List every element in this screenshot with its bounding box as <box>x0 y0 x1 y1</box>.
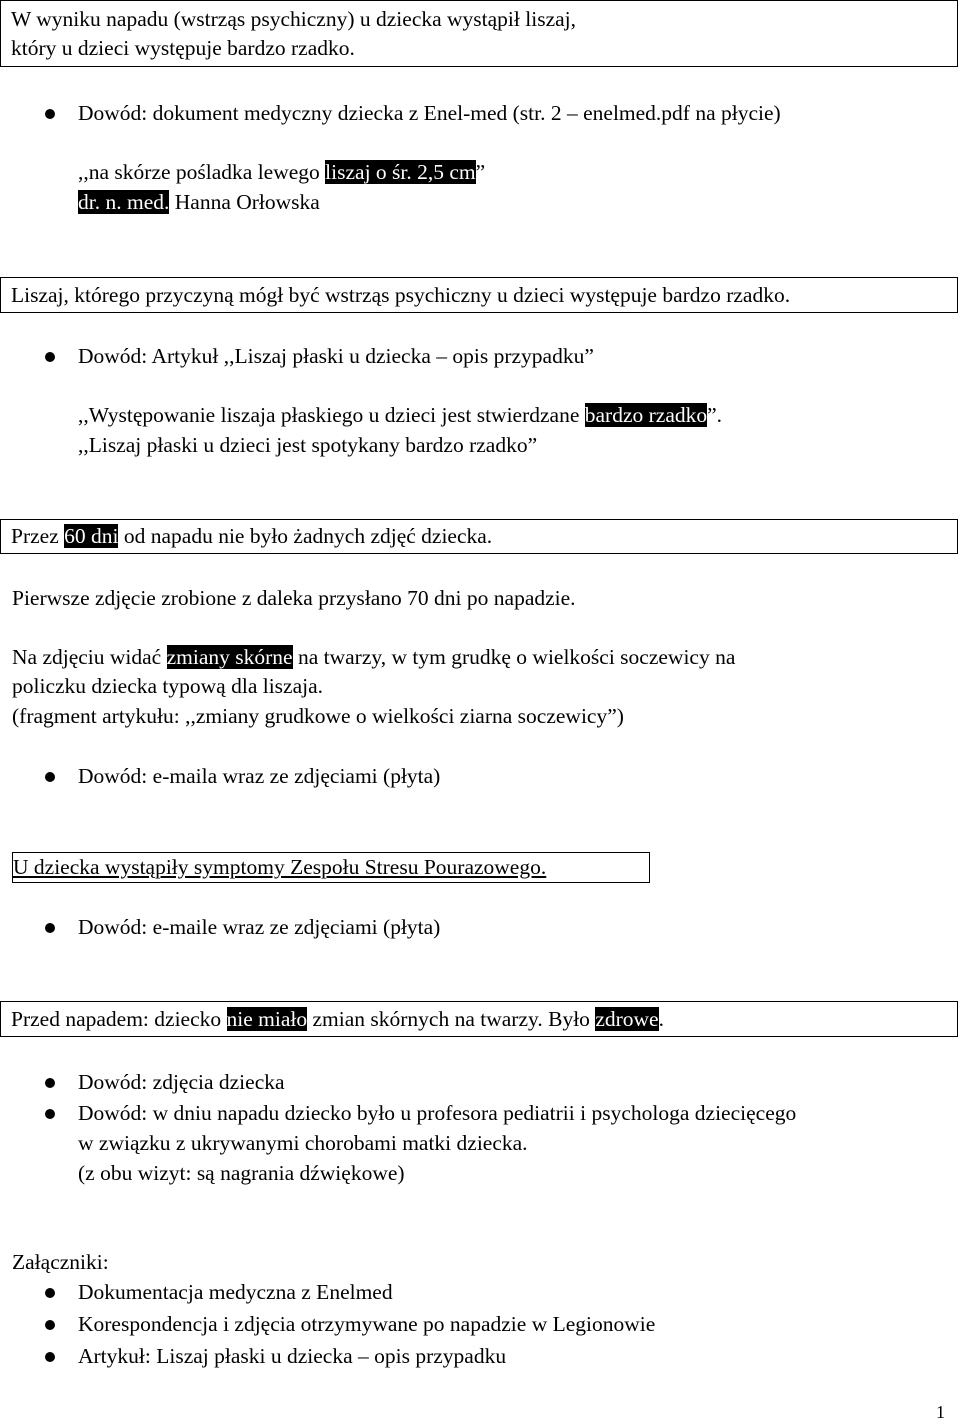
evidence-2: Dowód: Artykuł ,,Liszaj płaski u dziecka – opis przypadku” <box>78 344 594 368</box>
claim-box-3 <box>0 519 958 554</box>
doctor-name: Hanna Orłowska <box>169 190 320 214</box>
claim-box-1 <box>0 0 958 67</box>
claim-4-line: U dziecka wystąpiły symptomy Zespołu Stresu Pourazowego. <box>13 855 547 879</box>
claim-box-2 <box>0 277 958 313</box>
evidence-5b-line-1: Dowód: w dniu napadu dziecko było u profesora pediatrii i psychologa dziecięcego <box>78 1101 797 1125</box>
photo-changes-post: na twarzy, w tym grudkę o wielkości soczewicy na <box>292 645 736 669</box>
photo-changes-line-2: policzku dziecka typową dla liszaja. <box>12 674 324 698</box>
claim-5-mid: zmian skórnych na twarzy. Było <box>307 1007 596 1031</box>
claim-3-post: od napadu nie było żadnych zdjęć dziecka. <box>118 524 493 548</box>
page-number: 1 <box>936 1402 945 1422</box>
quote-2a <box>78 401 722 430</box>
bullet-icon <box>45 1320 55 1330</box>
doctor-line <box>78 188 320 217</box>
attachment-item: Dokumentacja medyczna z Enelmed <box>78 1280 393 1304</box>
bullet-icon <box>45 1352 55 1362</box>
bullet-icon <box>45 1078 55 1088</box>
photo-changes-highlight: zmiany skórne <box>166 645 293 669</box>
evidence-1: Dowód: dokument medyczny dziecka z Enel-med (str. 2 – enelmed.pdf na płycie) <box>78 101 781 125</box>
claim-box-5 <box>0 1001 958 1037</box>
quote-2b: ,,Liszaj płaski u dzieci jest spotykany bardzo rzadko” <box>78 433 538 457</box>
attachment-item: Korespondencja i zdjęcia otrzymywane po napadzie w Legionowie <box>78 1312 656 1336</box>
bullet-icon <box>45 109 55 119</box>
attachment-item: Artykuł: Liszaj płaski u dziecka – opis przypadku <box>78 1344 507 1368</box>
claim-5-pre: Przed napadem: dziecko <box>11 1007 227 1031</box>
claim-3-highlight: 60 dni <box>64 524 119 548</box>
claim-3-pre: Przez <box>11 524 65 548</box>
claim-2-line: Liszaj, którego przyczyną mógł być wstrząs psychiczny u dzieci występuje bardzo rzadko. <box>11 283 791 307</box>
attachments-heading: Załączniki: <box>12 1250 109 1274</box>
bullet-icon <box>45 923 55 933</box>
bullet-icon <box>45 352 55 362</box>
quote-2a-highlight: bardzo rzadko <box>584 403 708 427</box>
claim-5-highlight-2: zdrowe <box>595 1007 659 1031</box>
quote-1-pre: ,,na skórze pośladka lewego <box>78 160 326 184</box>
evidence-5b-line-3: (z obu wizyt: są nagrania dźwiękowe) <box>78 1161 405 1185</box>
quote-1-highlight: liszaj o śr. 2,5 cm <box>325 160 476 184</box>
claim-box-4 <box>12 852 650 883</box>
evidence-3: Dowód: e-maila wraz ze zdjęciami (płyta) <box>78 764 441 788</box>
quote-2a-pre: ,,Występowanie liszaja płaskiego u dzieci jest stwierdzane <box>78 403 585 427</box>
doctor-title-highlight: dr. n. med. <box>78 190 170 214</box>
article-fragment-line: (fragment artykułu: ,,zmiany grudkowe o wielkości ziarna soczewicy”) <box>12 704 624 728</box>
evidence-5b-line-2: w związku z ukrywanymi chorobami matki dziecka. <box>78 1131 528 1155</box>
bullet-icon <box>45 1288 55 1298</box>
photo-changes-pre: Na zdjęciu widać <box>12 645 167 669</box>
quote-1 <box>78 158 485 187</box>
claim-5-post: . <box>658 1007 664 1031</box>
claim-1-line-1: W wyniku napadu (wstrząs psychiczny) u dziecka wystąpił liszaj, <box>11 7 577 31</box>
photo-changes-line <box>12 643 735 672</box>
quote-1-post: ” <box>475 160 486 184</box>
quote-2a-post: ”. <box>707 403 723 427</box>
bullet-icon <box>45 772 55 782</box>
claim-1-line-2: który u dzieci występuje bardzo rzadko. <box>11 36 355 60</box>
claim-5-highlight-1: nie miało <box>226 1007 308 1031</box>
first-photo-line: Pierwsze zdjęcie zrobione z daleka przysłano 70 dni po napadzie. <box>12 586 576 610</box>
evidence-4: Dowód: e-maile wraz ze zdjęciami (płyta) <box>78 915 441 939</box>
bullet-icon <box>45 1109 55 1119</box>
evidence-5a: Dowód: zdjęcia dziecka <box>78 1070 285 1094</box>
